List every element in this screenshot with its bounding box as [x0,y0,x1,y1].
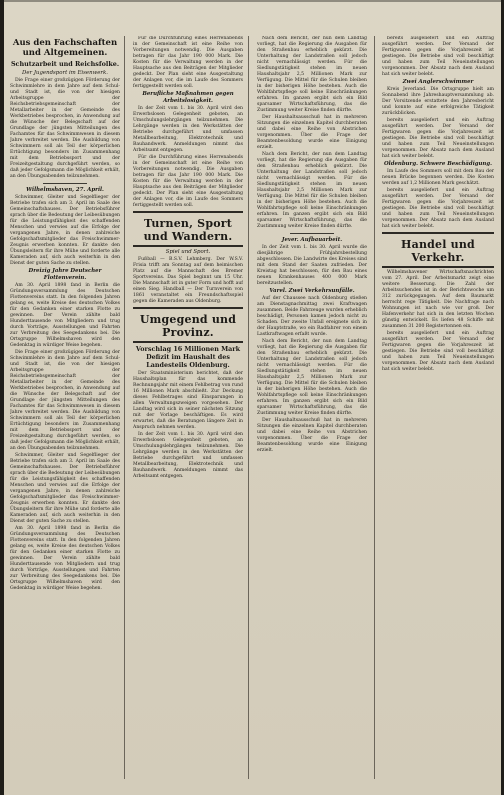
scan-border-left [0,0,4,795]
section-rule [133,307,243,309]
column-4 [382,36,494,779]
section-rule [382,266,494,268]
article-subheading: Zwei Anglerschwimmer [402,79,474,85]
article-body: Nach dem Bericht, der nun dem Landtag vorliegt, hat die Regierung die Ausgaben für den Straßenbau erheblich gekürzt. Die Unterhaltung der Landstraßen soll jedoch nicht vernachlässigt werden. Für die Siedlungstätigkeit stehen im neuen Haushaltsjahr 2,5 Millionen Mark zur Verfügung. Die Mittel für die Schulen bleiben in der bisherigen Höhe bestehen. Auch die Wohlfahrtspflege soll keine Einschränkungen erfahren. Im ganzen ergibt sich ein Bild sparsamer Wirtschaftsführung, das die Zustimmung weiter Kreise finden dürfte. [257,339,367,416]
column-3 [257,36,367,779]
section-rule [382,232,494,234]
column-1 [10,36,120,779]
article-headline: Vorschlag 16 Millionen Mark Defizit im Haushalt des Landesteils Oldenburg. [135,345,241,369]
section-title: Umgegend und Provinz. [139,313,237,339]
article-body: Nach dem Bericht, der nun dem Landtag vorliegt, hat die Regierung die Ausgaben für den Straßenbau erheblich gekürzt. Die Unterhaltung der Landstraßen soll jedoch nicht vernachlässigt werden. Für die Siedlungstätigkeit stehen im neuen Haushaltsjahr 2,5 Millionen Mark zur Verfügung. Die Mittel für die Schulen bleiben in der bisherigen Höhe bestehen. Auch die Wohlfahrtspflege soll keine Einschränkungen erfahren. Im ganzen ergibt sich ein Bild sparsamer Wirtschaftsführung, das die Zustimmung weiter Kreise finden dürfte. [257,152,367,229]
article-body: bereits ausgeliefert und ein Auftrag ausgeführt werden. Der Versand der Fertigwaren gegen die Vorjahreszeit ist gestiegen. Die Betriebe sind voll beschäftigt und haben zum Teil Neueinstellungen vorgenommen. Der Absatz nach dem Ausland hat sich weiter belebt. [382,118,494,159]
article-subheading: Berufliche Maßnahmen gegen Arbeitslosigkeit. [142,91,234,104]
article-body: Für die Durchführung eines Herrenabends in der Gemeinschaft ist eine Reihe von Vorbereitungen notwendig. Die Ausgaben betragen für das Jahr 190 000 Mark. Die Kosten für die Verwaltung werden in der Hauptsache aus den Beiträgen der Mitglieder gedeckt. Der Plan sieht eine Ausgestaltung der Anlagen vor, die im Laufe des Sommers fertiggestellt werden soll. [133,155,243,208]
article-body: Die Frage einer großzügigen Förderung der Schwimmlehre in dem Jahre auf dem Schul- und Stadt ist, die von der hiesigen Arbeitsgruppe der Reichsbetriebsgemeinschaft der Metallarbeiter in der Gemeinde des Werkbetriebes besprochen, in Anwendung auf die Wünsche der Belegschaft auf der Grundlage der jüngsten Mitteilungen des Fachamtes für das Schwimmwesen in diesem Jahre verbreitet werden. Die Ausbildung von Schwimmern soll als Teil der körperlichen Ertüchtigung besonders im Zusammenhang mit dem Betriebssport und der Freizeitgestaltung durchgeführt werden, so daß jeder Gefolgsmann die Möglichkeit erhält, an den Übungsabenden teilzunehmen. [10,350,120,451]
article-body: Fußball — B.S.V. Lehmberg. Der W.S.V. Frisia trifft am Sonntag auf dem heimischen Platz auf die Mannschaft des Bremer Sportvereins. Das Spiel beginnt um 15 Uhr. Die Mannschaft ist in guter Form und hofft auf einen Sieg. Handball — Der Turnverein von 1861 veranstaltet ein Freundschaftsspiel gegen die Kameraden aus Oldenburg. [133,257,243,304]
divider [290,233,334,234]
article-subheading: Der Jugendsport im Eisenwerk. [22,70,108,76]
column-rule [374,36,375,779]
article-body: Am 30. April 1898 fand in Berlin die Gründungsversammlung des Deutschen Flottenvereins statt. In den folgenden Jahren gelang es, weite Kreise des deutschen Volkes für den Gedanken einer starken Flotte zu gewinnen. Der Verein zählte bald Hunderttausende von Mitgliedern und trug durch Vorträge, Ausstellungen und Fahrten zur Verbreitung des Seegedankens bei. Die Ortsgruppe Wilhelmshaven wird den Gedenktag in würdiger Weise begehen. [10,526,120,591]
section-rule [133,341,243,343]
article-body: Im Laufe des Sommers soll mit dem Bau der neuen Brücke begonnen werden. Die Kosten werden auf 1,2 Millionen Mark geschätzt. [382,169,494,186]
article-body: bereits ausgeliefert und ein Auftrag ausgeführt werden. Der Versand der Fertigwaren gegen die Vorjahreszeit ist gestiegen. Die Betriebe sind voll beschäftigt und haben zum Teil Neueinstellungen vorgenommen. Der Absatz nach dem Ausland hat sich weiter belebt. [382,36,494,77]
article-body: In der Zeit vom 1. bis 30. April wurde die diesjährige Frühjahrsbestellung abgeschlossen. Die Landwirte des Kreises sind mit dem Stand der Saaten zufrieden. Der Kreistag hat beschlossen, für den Bau eines neuen Krankenhauses 400 000 Mark bereitzustellen. [257,245,367,286]
divider [43,183,87,184]
article-body: Die Frage einer großzügigen Förderung der Schwimmlehre in dem Jahre auf dem Schul- und Stadt ist, die von der hiesigen Arbeitsgruppe der Reichsbetriebsgemeinschaft der Metallarbeiter in der Gemeinde des Werkbetriebes besprochen, in Anwendung auf die Wünsche der Belegschaft auf der Grundlage der jüngsten Mitteilungen des Fachamtes für das Schwimmwesen in diesem Jahre verbreitet werden. Die Ausbildung von Schwimmern soll als Teil der körperlichen Ertüchtigung besonders im Zusammenhang mit dem Betriebssport und der Freizeitgestaltung durchgeführt werden, so daß jeder Gefolgsmann die Möglichkeit erhält, an den Übungsabenden teilzunehmen. [10,78,120,179]
article-body: Schwimmer, Gleiter und Segelflieger der Betriebe trafen sich am 3. April im Saale des Gemeinschaftshauses. Der Betriebsführer sprach über die Bedeutung der Leibesübungen für die Leistungsfähigkeit des schaffenden Menschen und verwies auf die Erfolge der vergangenen Jahre, in denen zahlreiche Gefolgschaftsmitglieder das Freischwimmer-Zeugnis erwerben konnten. Er dankte den Übungsleitern für ihre Mühe und forderte alle Kameraden auf, sich auch weiterhin in den Dienst der guten Sache zu stellen. [10,195,120,266]
article-body: Der Staatsministerium berichtet, daß der Haushaltsplan für das kommende Rechnungsjahr mit einem Fehlbetrag von rund 16 Millionen Mark abschließt. Zur Deckung dieses Fehlbetrages sind Einsparungen in allen Verwaltungszweigen vorgesehen. Der Landtag wird sich in seiner nächsten Sitzung mit der Vorlage beschäftigen. Es wird erwartet, daß die Beratungen längere Zeit in Anspruch nehmen werden. [133,371,243,430]
article-body: Für die Durchführung eines Herrenabends in der Gemeinschaft ist eine Reihe von Vorbereitungen notwendig. Die Ausgaben betragen für das Jahr 190 000 Mark. Die Kosten für die Verwaltung werden in der Hauptsache aus den Beiträgen der Mitglieder gedeckt. Der Plan sieht eine Ausgestaltung der Anlagen vor, die im Laufe des Sommers fertiggestellt werden soll. [133,36,243,89]
article-subheading: Jever. Aufbauarbeit. [281,237,343,243]
column-rule [124,36,125,779]
column-2 [133,36,243,779]
section-rule [133,245,243,247]
article-subheading: Spiel und Sport. [165,249,211,255]
section-title: Handel und Verkehr. [401,238,475,264]
article-body: Auf der Chaussee nach Oldenburg stießen am Dienstagnachmittag zwei Kraftwagen zusammen. Beide Fahrzeuge wurden erheblich beschädigt, Personen kamen jedoch nicht zu Schaden. Der zweite Unfall ereignete sich in der Hauptstraße, wo ein Radfahrer von einem Lastkraftwagen erfaßt wurde. [257,296,367,337]
article-body: In der Zeit vom 1. bis 30. April wird den Erwerbslosen Gelegenheit geboten, an Umschulungslehrgängen teilzunehmen. Die Lehrgänge werden in den Werkstätten der Betriebe durchgeführt und umfassen Metallbearbeitung, Elektrotechnik und Bauhandwerk. Anmeldungen nimmt das Arbeitsamt entgegen. [133,432,243,479]
article-body: Am 30. April 1898 fand in Berlin die Gründungsversammlung des Deutschen Flottenvereins statt. In den folgenden Jahren gelang es, weite Kreise des deutschen Volkes für den Gedanken einer starken Flotte zu gewinnen. Der Verein zählte bald Hunderttausende von Mitgliedern und trug durch Vorträge, Ausstellungen und Fahrten zur Verbreitung des Seegedankens bei. Die Ortsgruppe Wilhelmshaven wird den Gedenktag in würdiger Weise begehen. [10,283,120,348]
dateline: Wilhelmshaven, 27. April. [26,187,104,193]
section-title: Turnen, Sport und Wandern. [143,217,233,243]
scan-border-top [0,0,504,2]
article-body: Der Haushaltsausschuß hat in mehreren Sitzungen die einzelnen Kapitel durchberaten und dabei eine Reihe von Abstrichen vorgenommen. Über die Frage der Beamtenbesoldung wurde eine Einigung erzielt. [257,418,367,453]
article-subheading: Dreizig Jahre Deutscher Flottenverein. [28,268,102,281]
article-body: bereits ausgeliefert und ein Auftrag ausgeführt werden. Der Versand der Fertigwaren gegen die Vorjahreszeit ist gestiegen. Die Betriebe sind voll beschäftigt und haben zum Teil Neueinstellungen vorgenommen. Der Absatz nach dem Ausland hat sich weiter belebt. [382,188,494,229]
article-body: Der Haushaltsausschuß hat in mehreren Sitzungen die einzelnen Kapitel durchberaten und dabei eine Reihe von Abstrichen vorgenommen. Über die Frage der Beamtenbesoldung wurde eine Einigung erzielt. [257,115,367,150]
column-rule [248,36,249,779]
article-subheading: Varel. Zwei Verkehrsunfälle. [269,288,355,294]
article-subheading: Oldenburg. Schwere Beschädigung. [383,161,492,167]
column-heading: Aus den Fachschaften und Altgemeinen. [12,38,118,58]
article-body: Nach dem Bericht, der nun dem Landtag vorliegt, hat die Regierung die Ausgaben für den Straßenbau erheblich gekürzt. Die Unterhaltung der Landstraßen soll jedoch nicht vernachlässigt werden. Für die Siedlungstätigkeit stehen im neuen Haushaltsjahr 2,5 Millionen Mark zur Verfügung. Die Mittel für die Schulen bleiben in der bisherigen Höhe bestehen. Auch die Wohlfahrtspflege soll keine Einschränkungen erfahren. Im ganzen ergibt sich ein Bild sparsamer Wirtschaftsführung, das die Zustimmung weiter Kreise finden dürfte. [257,36,367,113]
article-body: Schwimmer, Gleiter und Segelflieger der Betriebe trafen sich am 3. April im Saale des Gemeinschaftshauses. Der Betriebsführer sprach über die Bedeutung der Leibesübungen für die Leistungsfähigkeit des schaffenden Menschen und verwies auf die Erfolge der vergangenen Jahre, in denen zahlreiche Gefolgschaftsmitglieder das Freischwimmer-Zeugnis erwerben konnten. Er dankte den Übungsleitern für ihre Mühe und forderte alle Kameraden auf, sich auch weiterhin in den Dienst der guten Sache zu stellen. [10,453,120,524]
article-body: In der Zeit vom 1. bis 30. April wird den Erwerbslosen Gelegenheit geboten, an Umschulungslehrgängen teilzunehmen. Die Lehrgänge werden in den Werkstätten der Betriebe durchgeführt und umfassen Metallbearbeitung, Elektrotechnik und Bauhandwerk. Anmeldungen nimmt das Arbeitsamt entgegen. [133,106,243,153]
article-body: bereits ausgeliefert und ein Auftrag ausgeführt werden. Der Versand der Fertigwaren gegen die Vorjahreszeit ist gestiegen. Die Betriebe sind voll beschäftigt und haben zum Teil Neueinstellungen vorgenommen. Der Absatz nach dem Ausland hat sich weiter belebt. [382,331,494,372]
article-body: Kreis Jeverland. Die Ortsgruppe hielt am Sonnabend ihre Jahreshauptversammlung ab. Der Vorsitzende erstattete den Jahresbericht und konnte auf eine erfolgreiche Tätigkeit zurückblicken. [382,87,494,116]
column-subheading: Schutzarbeit und Reichsfolke. [10,60,120,68]
article-body: Wilhelmshavener Wirtschaftsnachrichten vom 27. April. Der Arbeitsmarkt zeigt eine weitere Besserung. Die Zahl der Arbeitsuchenden ist in der Berichtswoche um 312 zurückgegangen. Auf dem Baumarkt herrscht rege Tätigkeit. Die Nachfrage nach Wohnungen ist nach wie vor groß. Der Hafenverkehr hat sich in den letzten Wochen günstig entwickelt. Es liefen 48 Schiffe mit zusammen 31 200 Registertonnen ein. [382,270,494,329]
section-rule [133,211,243,213]
